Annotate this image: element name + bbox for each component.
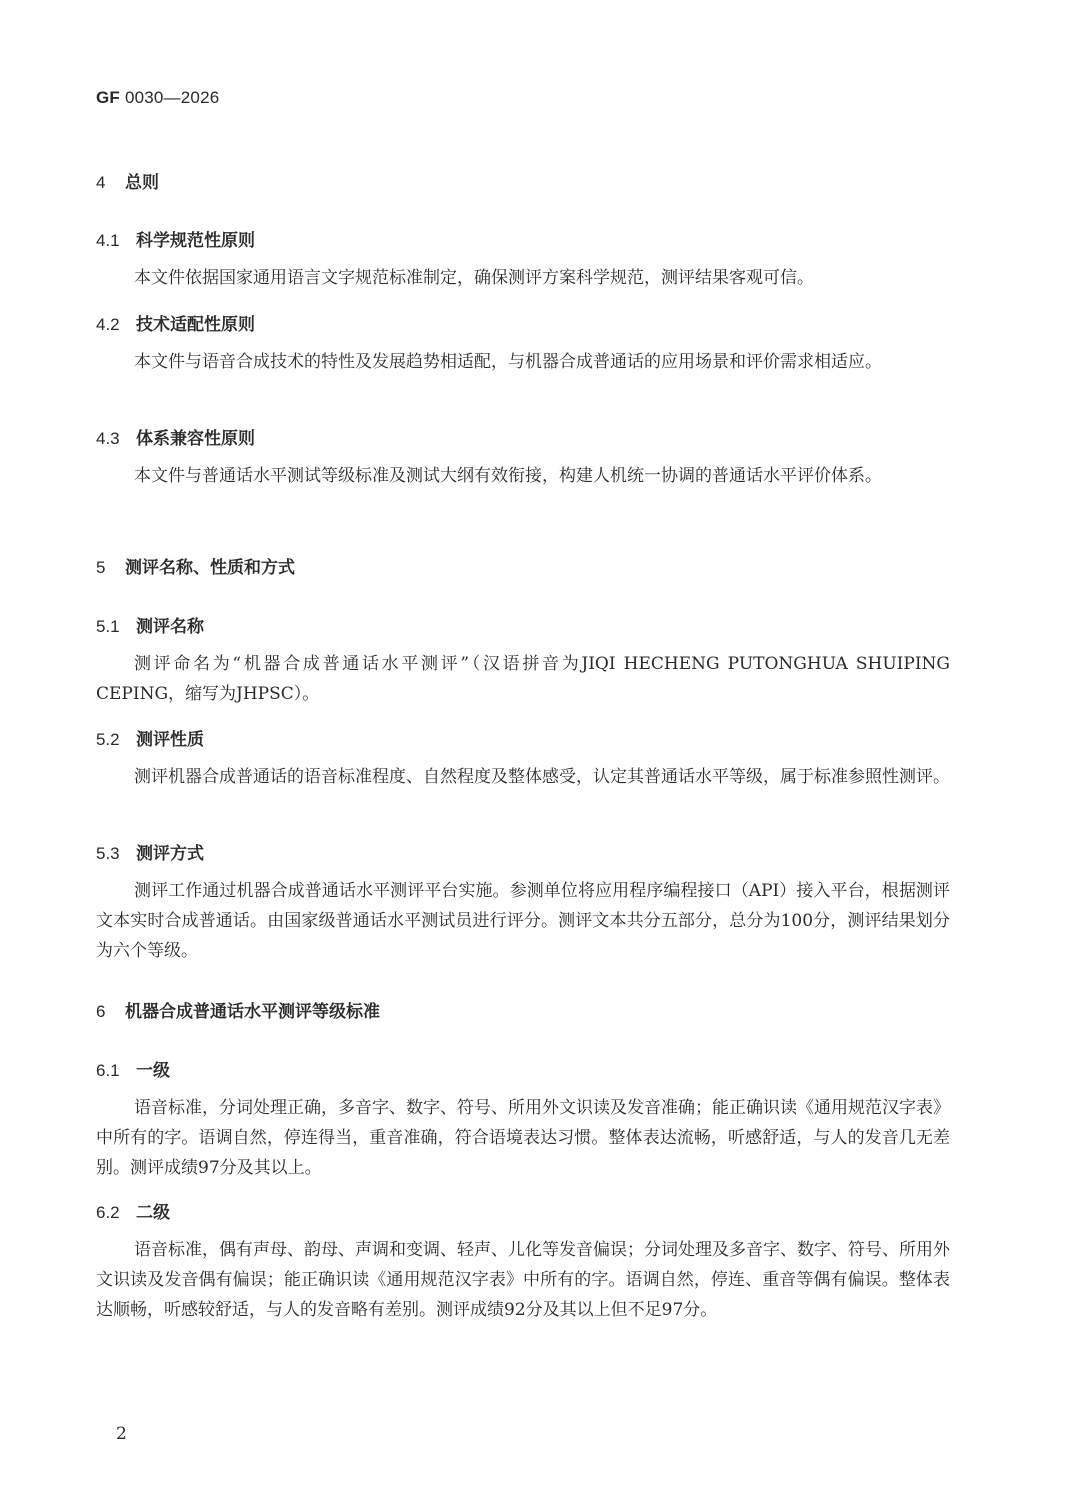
section-number: 5 — [96, 558, 106, 577]
subsection-number: 4.3 — [96, 429, 120, 448]
section-number: 6 — [96, 1002, 106, 1021]
subsection-number: 6.2 — [96, 1203, 120, 1222]
subsection-title: 一级 — [136, 1061, 170, 1081]
section-heading-5 — [96, 553, 295, 578]
subsection-number: 6.1 — [96, 1061, 120, 1080]
section-title: 总则 — [125, 173, 159, 193]
document-code-number: 0030—2026 — [120, 88, 220, 107]
subsection-title: 测评名称 — [136, 617, 204, 637]
subsection-title: 技术适配性原则 — [136, 315, 255, 335]
subsection-heading-5-2 — [96, 725, 204, 750]
subsection-heading-4-3 — [96, 424, 255, 449]
subsection-number: 5.3 — [96, 844, 120, 863]
document-code — [96, 88, 219, 108]
subsection-title: 体系兼容性原则 — [136, 429, 255, 449]
subsection-number: 4.2 — [96, 315, 120, 334]
document-code-prefix: GF — [96, 88, 121, 107]
paragraph-5-1: 测评命名为“机器合成普通话水平测评”（汉语拼音为JIQI HECHENG PUTONGHUA SHUIPING CEPING，缩写为JHPSC）。 — [96, 654, 950, 704]
paragraph-6-2: 语音标准，偶有声母、韵母、声调和变调、轻声、儿化等发音偏误；分词处理及多音字、数字、符号、所用外文识读及发音偶有偏误；能正确识读《通用规范汉字表》中所有的字。语调自然，停连、重音等偶有偏误。整体表达顺畅，听感较舒适，与人的发音略有差别。测评成绩92分及其以上但不足97分。 — [96, 1240, 950, 1320]
subsection-title: 二级 — [136, 1203, 170, 1223]
paragraph-6-1: 语音标准，分词处理正确，多音字、数字、符号、所用外文识读及发音准确；能正确识读《通用规范汉字表》中所有的字。语调自然，停连得当，重音准确，符合语境表达习惯。整体表达流畅，听感舒适，与人的发音几无差别。测评成绩97分及其以上。 — [96, 1098, 950, 1178]
paragraph-4-1: 本文件依据国家通用语言文字规范标准制定，确保测评方案科学规范，测评结果客观可信。 — [134, 268, 814, 288]
section-number: 4 — [96, 173, 106, 192]
page-number: 2 — [116, 1424, 127, 1444]
subsection-heading-4-1 — [96, 226, 255, 251]
subsection-title: 测评性质 — [136, 730, 204, 750]
subsection-heading-5-1 — [96, 612, 204, 637]
subsection-number: 4.1 — [96, 231, 120, 250]
subsection-heading-5-3 — [96, 839, 204, 864]
section-title: 测评名称、性质和方式 — [125, 558, 295, 578]
paragraph-5-2: 测评机器合成普通话的语音标准程度、自然程度及整体感受，认定其普通话水平等级，属于标准参照性测评。 — [134, 767, 950, 787]
subsection-number: 5.2 — [96, 730, 120, 749]
paragraph-4-3: 本文件与普通话水平测试等级标准及测试大纲有效衔接，构建人机统一协调的普通话水平评价体系。 — [134, 466, 882, 486]
section-title: 机器合成普通话水平测评等级标准 — [125, 1002, 380, 1022]
section-heading-4 — [96, 168, 159, 193]
paragraph-4-2: 本文件与语音合成技术的特性及发展趋势相适配，与机器合成普通话的应用场景和评价需求相适应。 — [134, 352, 882, 372]
section-heading-6 — [96, 997, 380, 1022]
subsection-heading-4-2 — [96, 310, 255, 335]
subsection-title: 科学规范性原则 — [136, 231, 255, 251]
subsection-number: 5.1 — [96, 617, 120, 636]
subsection-heading-6-2 — [96, 1198, 170, 1223]
subsection-title: 测评方式 — [136, 844, 204, 864]
subsection-heading-6-1 — [96, 1056, 170, 1081]
paragraph-5-3: 测评工作通过机器合成普通话水平测评平台实施。参测单位将应用程序编程接口（API）接入平台，根据测评文本实时合成普通话。由国家级普通话水平测试员进行评分。测评文本共分五部分，总分为100分，测评结果划分为六个等级。 — [96, 881, 950, 961]
